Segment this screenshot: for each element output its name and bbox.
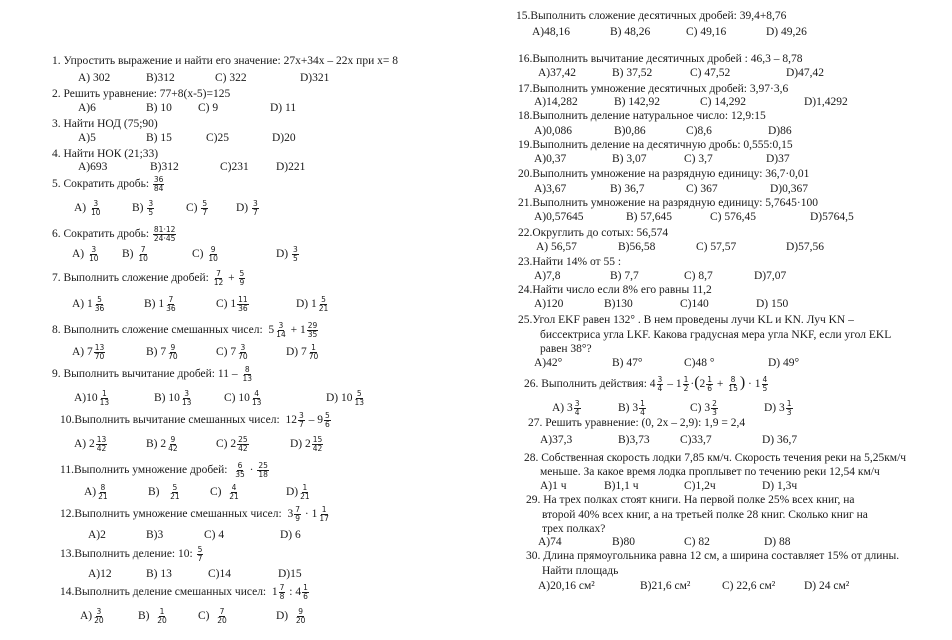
q26-option-c: С) 3 $\frac{2}{3}$ bbox=[690, 399, 717, 417]
q29-option-c: С) 82 bbox=[684, 536, 710, 548]
q25-option-a: А)42° bbox=[534, 357, 563, 369]
q21-option-d: D)5764,5 bbox=[810, 211, 854, 223]
q10-option-b: В) 2 $\frac{9}{42}$ bbox=[146, 435, 178, 453]
q16-option-b: В) 37,52 bbox=[612, 67, 653, 79]
q5-fraction: $\frac{36}{84}$ bbox=[153, 175, 164, 193]
q4-option-b: В)312 bbox=[150, 161, 179, 173]
question-13: 13.Выполнить деление: 10: $\frac{5}{7}$ bbox=[60, 545, 203, 563]
q27-option-a: А)37,3 bbox=[540, 434, 573, 446]
q13-option-d: D)15 bbox=[278, 568, 302, 580]
q12-option-d: D) 6 bbox=[280, 529, 301, 541]
q30-option-b: В)21,6 см² bbox=[640, 580, 691, 592]
q1-option-b: В)312 bbox=[146, 72, 175, 84]
q24-option-c: С)140 bbox=[680, 298, 709, 310]
q1-option-c: С) 322 bbox=[215, 72, 247, 84]
question-4: 4. Найти НОК (21;33) bbox=[52, 148, 159, 160]
q7-option-d: D) 1 $\frac{5}{21}$ bbox=[296, 295, 329, 313]
q22-option-b: В)56,58 bbox=[618, 241, 656, 253]
q19-option-a: А)0,37 bbox=[534, 153, 567, 165]
q7-option-b: В) 1 $\frac{7}{36}$ bbox=[144, 295, 176, 313]
q1-option-d: D)321 bbox=[300, 72, 330, 84]
question-11: 11.Выполнить умножение дробей: $\frac{6}{35}$ · $\frac{25}{18}$ bbox=[60, 461, 268, 479]
q20-option-a: А)3,67 bbox=[534, 183, 567, 195]
question-21: 21.Выполнить умножение на разрядную единицу: 5,7645·100 bbox=[518, 197, 818, 209]
q12-option-a: А)2 bbox=[88, 529, 106, 541]
q23-option-b: В) 7,7 bbox=[610, 270, 639, 282]
q3-option-b: В) 15 bbox=[146, 132, 172, 144]
question-19: 19.Выполнить деление на десятичную дробь: 0,555:0,15 bbox=[518, 139, 793, 151]
question-17: 17.Выполнить умножение десятичных дробей: 3,97·3,6 bbox=[518, 83, 789, 95]
q27-option-d: D) 36,7 bbox=[762, 434, 798, 446]
question-10: 10.Выполнить вычитание смешанных чисел: 12 $\frac{3}{7}$ – 9 $\frac{5}{6}$ bbox=[60, 411, 330, 429]
q2-option-c: С) 9 bbox=[198, 102, 219, 114]
q15-option-b: В) 48,26 bbox=[610, 26, 651, 38]
q10-option-c: С) 2 $\frac{25}{42}$ bbox=[216, 435, 248, 453]
q18-option-d: D)86 bbox=[768, 125, 792, 137]
question-27: 27. Решить уравнение: (0, 2x – 2,9): 1,9 = 2,4 bbox=[528, 417, 746, 429]
q3-option-a: А)5 bbox=[78, 132, 96, 144]
question-6: 6. Сократить дробь: $\frac{81\cdot 12}{24\cdot 45}$ bbox=[52, 225, 176, 243]
q5-option-c: С) $\frac{5}{7}$ bbox=[186, 199, 208, 217]
question-29-line-1: 29. На трех полках стоят книги. На первой полке 25% всех книг, на bbox=[526, 494, 855, 506]
q14-option-a: А) $\frac{3}{20}$ bbox=[80, 607, 104, 625]
q2-option-b: В) 10 bbox=[146, 102, 172, 114]
question-24: 24.Найти число если 8% его равны 11,2 bbox=[518, 284, 712, 296]
q7-option-c: С) 1 $\frac{11}{36}$ bbox=[216, 295, 248, 313]
question-7: 7. Выполнить сложение дробей: $\frac{7}{12}$ + $\frac{5}{9}$ bbox=[52, 269, 245, 287]
q26-option-d: D) 3 $\frac{1}{3}$ bbox=[764, 399, 792, 417]
q13-option-a: А)12 bbox=[88, 568, 112, 580]
q26-option-a: А) 3 $\frac{3}{4}$ bbox=[552, 399, 580, 417]
question-8: 8. Выполнить сложение смешанных чисел: 5 $\frac{3}{14}$ + 1 $\frac{29}{35}$ bbox=[52, 321, 318, 339]
q13-option-c: С)14 bbox=[208, 568, 231, 580]
question-12: 12.Выполнить умножение смешанных чисел: 3 $\frac{7}{9}$ · 1 $\frac{1}{17}$ bbox=[60, 505, 329, 523]
q18-option-a: А)0,086 bbox=[534, 125, 573, 137]
q13-option-b: В) 13 bbox=[146, 568, 172, 580]
q21-option-c: С) 576,45 bbox=[710, 211, 756, 223]
q12-option-c: С) 4 bbox=[204, 529, 225, 541]
q4-option-c: С)231 bbox=[220, 161, 249, 173]
q29-option-a: А)74 bbox=[538, 536, 562, 548]
q17-option-b: В) 142,92 bbox=[614, 96, 660, 108]
q27-option-c: С)33,7 bbox=[680, 434, 712, 446]
q27-option-b: В)3,73 bbox=[618, 434, 650, 446]
question-30-line-2: Найти площадь bbox=[542, 565, 619, 577]
q8-option-d: D) 7 $\frac{1}{70}$ bbox=[286, 343, 319, 361]
q22-option-d: D)57,56 bbox=[786, 241, 825, 253]
q28-option-b: В)1,1 ч bbox=[604, 480, 639, 492]
q6-option-a: А) $\frac{3}{10}$ bbox=[72, 245, 99, 263]
q18-option-b: В)0,86 bbox=[614, 125, 646, 137]
question-15: 15.Выполнить сложение десятичных дробей: 39,4+8,76 bbox=[516, 10, 787, 22]
q9-option-a: А)10 $\frac{1}{13}$ bbox=[74, 389, 110, 407]
q16-option-a: А)37,42 bbox=[538, 67, 577, 79]
q26-option-b: В) 3 $\frac{1}{4}$ bbox=[618, 399, 645, 417]
question-14: 14.Выполнить деление смешанных чисел: 1 $\frac{7}{8}$ : 4 $\frac{1}{6}$ bbox=[60, 583, 308, 601]
q3-option-c: С)25 bbox=[206, 132, 229, 144]
q14-option-d: D) $\frac{9}{20}$ bbox=[276, 607, 306, 625]
q5-option-d: D) $\frac{3}{7}$ bbox=[236, 199, 258, 217]
q28-option-a: А)1 ч bbox=[540, 480, 567, 492]
q4-option-d: D)221 bbox=[276, 161, 306, 173]
q8-option-b: В) 7 $\frac{9}{70}$ bbox=[146, 343, 178, 361]
q28-option-c: С)1,2ч bbox=[684, 480, 716, 492]
q1-option-a: А) 302 bbox=[78, 72, 111, 84]
q23-option-d: D)7,07 bbox=[754, 270, 787, 282]
q8-option-a: А) 7 $\frac{13}{70}$ bbox=[72, 343, 105, 361]
question-16: 16.Выполнить вычитание десятичных дробей : 46,3 – 8,78 bbox=[518, 53, 803, 65]
q30-option-d: D) 24 см² bbox=[804, 580, 850, 592]
q25-option-d: D) 49° bbox=[768, 357, 800, 369]
q19-option-c: С) 3,7 bbox=[684, 153, 713, 165]
q5-option-a: А) $\frac{3}{10}$ bbox=[74, 199, 101, 217]
q16-option-d: D)47,42 bbox=[786, 67, 825, 79]
question-18: 18.Выполнить деление натуральное число: 12,9:15 bbox=[518, 110, 766, 122]
q9-option-d: D) 10 $\frac{5}{13}$ bbox=[326, 389, 365, 407]
question-5: 5. Сократить дробь: $\frac{36}{84}$ bbox=[52, 175, 164, 193]
q24-option-b: В)130 bbox=[604, 298, 633, 310]
question-28-line-2: меньше. За какое время лодка проплывет по течению реки 12,54 км/ч bbox=[540, 466, 880, 478]
q30-option-c: С) 22,6 см² bbox=[722, 580, 776, 592]
q16-option-c: С) 47,52 bbox=[690, 67, 731, 79]
q9-option-c: С) 10 $\frac{4}{13}$ bbox=[224, 389, 262, 407]
q17-option-a: А)14,282 bbox=[534, 96, 578, 108]
q20-option-c: С) 367 bbox=[686, 183, 718, 195]
q15-option-a: А)48,16 bbox=[532, 26, 571, 38]
question-30-line-1: 30. Длина прямоугольника равна 12 см, а ширина составляет 15% от длины. bbox=[526, 550, 900, 562]
q20-option-b: В) 36,7 bbox=[610, 183, 645, 195]
q30-option-a: А)20,16 см² bbox=[538, 580, 595, 592]
q19-option-b: В) 3,07 bbox=[612, 153, 647, 165]
q20-option-d: D)0,367 bbox=[770, 183, 809, 195]
q21-option-b: В) 57,645 bbox=[626, 211, 672, 223]
q5-option-b: В) $\frac{3}{5}$ bbox=[132, 199, 154, 217]
q15-option-d: D) 49,26 bbox=[766, 26, 807, 38]
q15-option-c: С) 49,16 bbox=[686, 26, 727, 38]
question-29-line-3: трех полках? bbox=[542, 523, 606, 535]
q17-option-d: D)1,4292 bbox=[804, 96, 848, 108]
q14-option-c: С) $\frac{7}{20}$ bbox=[198, 607, 227, 625]
q11-option-c: С) $\frac{4}{21}$ bbox=[210, 483, 239, 501]
q21-option-a: А)0,57645 bbox=[534, 211, 584, 223]
question-22: 22.Округлить до сотых: 56,574 bbox=[518, 227, 669, 239]
q18-option-c: С)8,6 bbox=[686, 125, 712, 137]
q11-option-a: А) $\frac{8}{21}$ bbox=[84, 483, 108, 501]
q25-option-c: С)48 ° bbox=[684, 357, 715, 369]
q6-option-d: D) $\frac{3}{5}$ bbox=[276, 245, 298, 263]
question-25-line-1: 25.Угол EKF равен 132° . В нем проведены лучи KL и KN. Луч KN – bbox=[518, 314, 854, 326]
q23-option-c: С) 8,7 bbox=[684, 270, 713, 282]
question-1: 1. Упростить выражение и найти его значение: 27x+34x – 22x при x= 8 bbox=[52, 55, 398, 67]
q12-option-b: В)3 bbox=[146, 529, 164, 541]
q3-option-d: D)20 bbox=[272, 132, 296, 144]
q26-expression: 4 $\frac{3}{4}$ – 1 $\frac{1}{2}$ ·(2 $\frac{1}{6}$ + $\frac{8}{15}$ ) · 1 $\frac{4}{5}$ bbox=[649, 374, 768, 393]
question-29-line-2: второй 40% всех книг, а на третьей полке 28 книг. Сколько книг на bbox=[542, 509, 868, 521]
q9-option-b: В) 10 $\frac{3}{13}$ bbox=[154, 389, 192, 407]
q22-option-c: С) 57,57 bbox=[696, 241, 737, 253]
q19-option-d: D)37 bbox=[766, 153, 790, 165]
q29-option-d: D) 88 bbox=[764, 536, 791, 548]
q7-option-a: А) 1 $\frac{5}{36}$ bbox=[72, 295, 105, 313]
q17-option-c: С) 14,292 bbox=[700, 96, 746, 108]
question-23: 23.Найти 14% от 55 : bbox=[518, 256, 622, 268]
question-9: 9. Выполнить вычитание дробей: 11 – $\frac{8}{13}$ bbox=[52, 365, 252, 383]
q10-option-d: D) 2 $\frac{15}{42}$ bbox=[290, 435, 323, 453]
q11-option-d: D) $\frac{1}{21}$ bbox=[286, 483, 310, 501]
question-20: 20.Выполнить умножение на разрядную единицу: 36,7·0,01 bbox=[518, 168, 810, 180]
q4-option-a: А)693 bbox=[78, 161, 108, 173]
q28-option-d: D) 1,3ч bbox=[762, 480, 798, 492]
question-28-line-1: 28. Собственная скорость лодки 7,85 км/ч. Скорость течения реки на 5,25км/ч bbox=[524, 452, 907, 464]
q24-option-d: D) 150 bbox=[756, 298, 789, 310]
q25-option-b: В) 47° bbox=[612, 357, 643, 369]
question-2: 2. Решить уравнение: 77+8(x-5)=125 bbox=[52, 88, 231, 100]
q23-option-a: А)7,8 bbox=[534, 270, 561, 282]
q2-option-d: D) 11 bbox=[270, 102, 297, 114]
q2-option-a: А)6 bbox=[78, 102, 96, 114]
q6-option-b: В) $\frac{7}{10}$ bbox=[122, 245, 148, 263]
question-25-line-3: равен 38°? bbox=[540, 343, 592, 355]
q11-option-b: В) $\frac{5}{21}$ bbox=[148, 483, 180, 501]
question-3: 3. Найти НОД (75;90) bbox=[52, 118, 158, 130]
q29-option-b: В)80 bbox=[612, 536, 635, 548]
q14-option-b: В) $\frac{1}{20}$ bbox=[138, 607, 167, 625]
q10-option-a: А) 2 $\frac{13}{42}$ bbox=[74, 435, 107, 453]
question-25-line-2: биссектриса угла LKF. Какова градусная мера угла NKF, если угол EKL bbox=[540, 329, 892, 341]
q8-option-c: С) 7 $\frac{3}{70}$ bbox=[216, 343, 248, 361]
q22-option-a: А) 56,57 bbox=[536, 241, 577, 253]
q6-option-c: С) $\frac{9}{10}$ bbox=[192, 245, 218, 263]
q24-option-a: А)120 bbox=[534, 298, 564, 310]
question-26: 26. Выполнить действия: 4 $\frac{3}{4}$ – 1 $\frac{1}{2}$ ·(2 $\frac{1}{6}$ + $\frac{8}{15}$ ) · 1 $\frac{4}{5}$ bbox=[524, 374, 768, 393]
